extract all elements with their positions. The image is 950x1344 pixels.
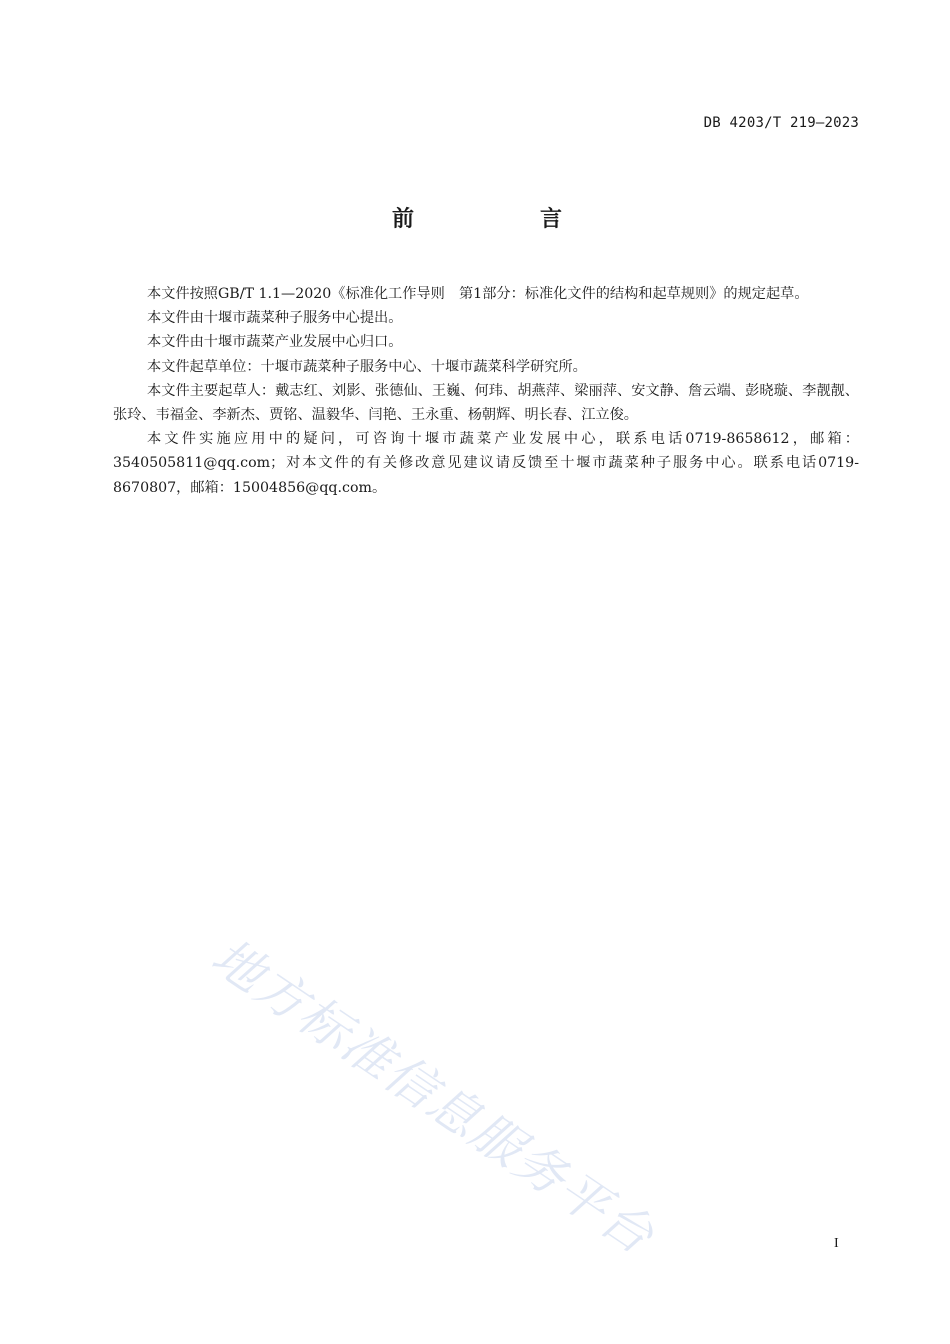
paragraph-administrator: 本文件由十堰市蔬菜产业发展中心归口。	[147, 334, 403, 351]
watermark: 地方标准信息服务平台	[201, 927, 665, 1266]
foreword-body	[113, 282, 859, 500]
paragraph-drafting-rules: 本文件按照GB/T 1.1—2020《标准化工作导则 第1部分：标准化文件的结构和起草规则》的规定起草。	[147, 286, 809, 302]
paragraph-proposer: 本文件由十堰市蔬菜种子服务中心提出。	[147, 310, 403, 327]
page-number: I	[834, 1236, 839, 1251]
page-title: 前 言	[391, 207, 614, 232]
paragraph-drafters: 本文件主要起草人：戴志红、刘影、张德仙、王巍、何玮、胡燕萍、梁丽萍、安文静、詹云端、彭晓璇、李靓靓、张玲、韦福金、李新杰、贾铭、温毅华、闫艳、王永重、杨朝辉、明长春、江立俊。	[113, 382, 859, 424]
paragraph-drafting-units: 本文件起草单位：十堰市蔬菜种子服务中心、十堰市蔬菜科学研究所。	[147, 358, 587, 375]
paragraph-contact: 本文件实施应用中的疑问，可咨询十堰市蔬菜产业发展中心，联系电话0719-8658612，邮箱：3540505811@qq.com；对本文件的有关修改意见建议请反馈至十堰市蔬菜种子服务中心。联系电话0719-8670807，邮箱：15004856@qq.com。	[113, 431, 859, 496]
document-code: DB 4203/T 219—2023	[703, 115, 859, 131]
